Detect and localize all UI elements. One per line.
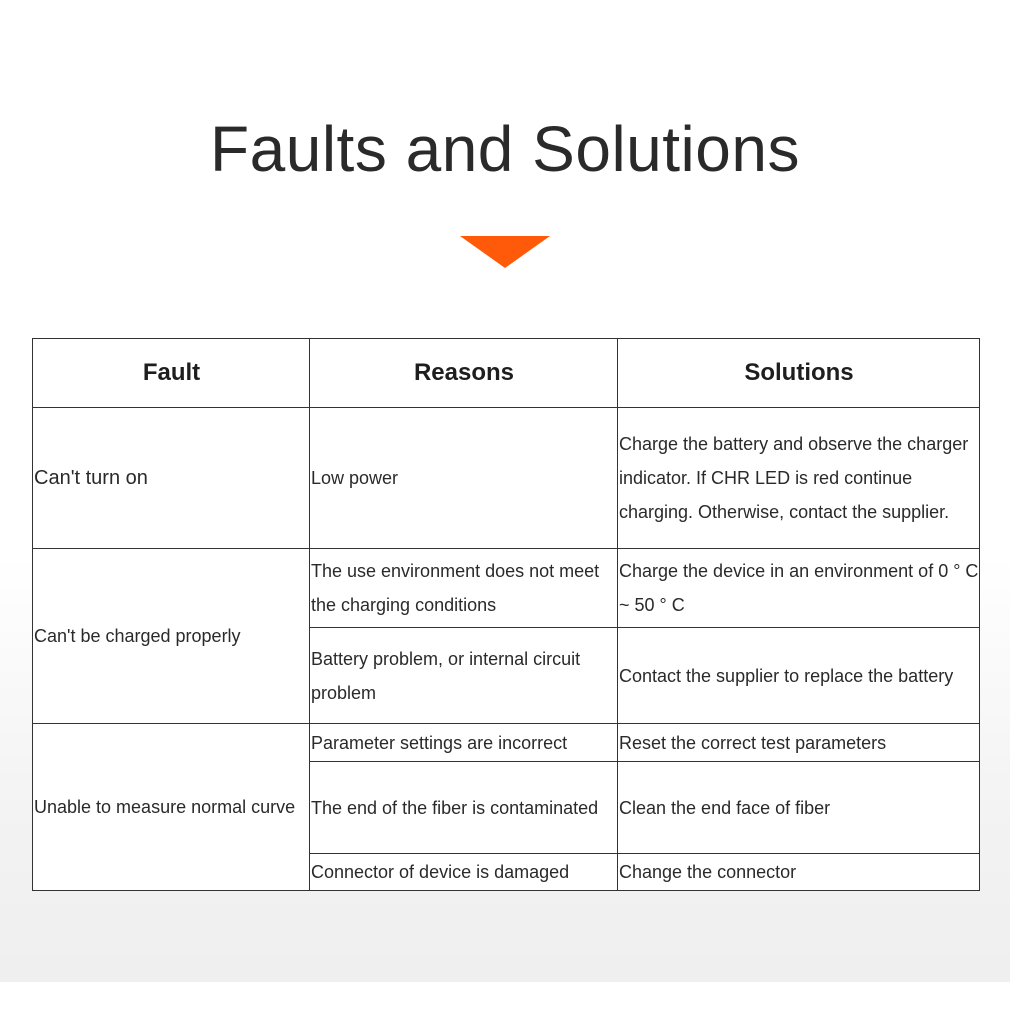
header-solutions: Solutions	[618, 339, 980, 408]
solution-cell: Change the connector	[618, 854, 980, 891]
table-row	[33, 408, 980, 549]
reason-cell: The end of the fiber is contaminated	[310, 762, 618, 854]
reason-cell: Battery problem, or internal circuit problem	[310, 628, 618, 724]
table-header-row	[33, 339, 980, 408]
fault-cell: Can't be charged properly	[33, 549, 310, 724]
reason-cell: The use environment does not meet the charging conditions	[310, 549, 618, 628]
reason-cell: Connector of device is damaged	[310, 854, 618, 891]
header-fault: Fault	[33, 339, 310, 408]
table-row	[33, 549, 980, 628]
solution-cell: Charge the battery and observe the charger indicator. If CHR LED is red continue charging. Otherwise, contact the supplier.	[618, 408, 980, 549]
solution-cell: Contact the supplier to replace the battery	[618, 628, 980, 724]
faults-table	[32, 338, 980, 891]
reason-cell: Parameter settings are incorrect	[310, 724, 618, 762]
solution-cell: Reset the correct test parameters	[618, 724, 980, 762]
down-arrow-icon	[460, 236, 550, 268]
fault-cell: Unable to measure normal curve	[33, 724, 310, 891]
fault-cell: Can't turn on	[33, 408, 310, 549]
table-row	[33, 724, 980, 762]
bottom-band	[0, 982, 1010, 1010]
reason-cell: Low power	[310, 408, 618, 549]
solution-cell: Clean the end face of fiber	[618, 762, 980, 854]
solution-cell: Charge the device in an environment of 0 ° C ~ 50 ° C	[618, 549, 980, 628]
header-reasons: Reasons	[310, 339, 618, 408]
page-title: Faults and Solutions	[210, 113, 800, 185]
